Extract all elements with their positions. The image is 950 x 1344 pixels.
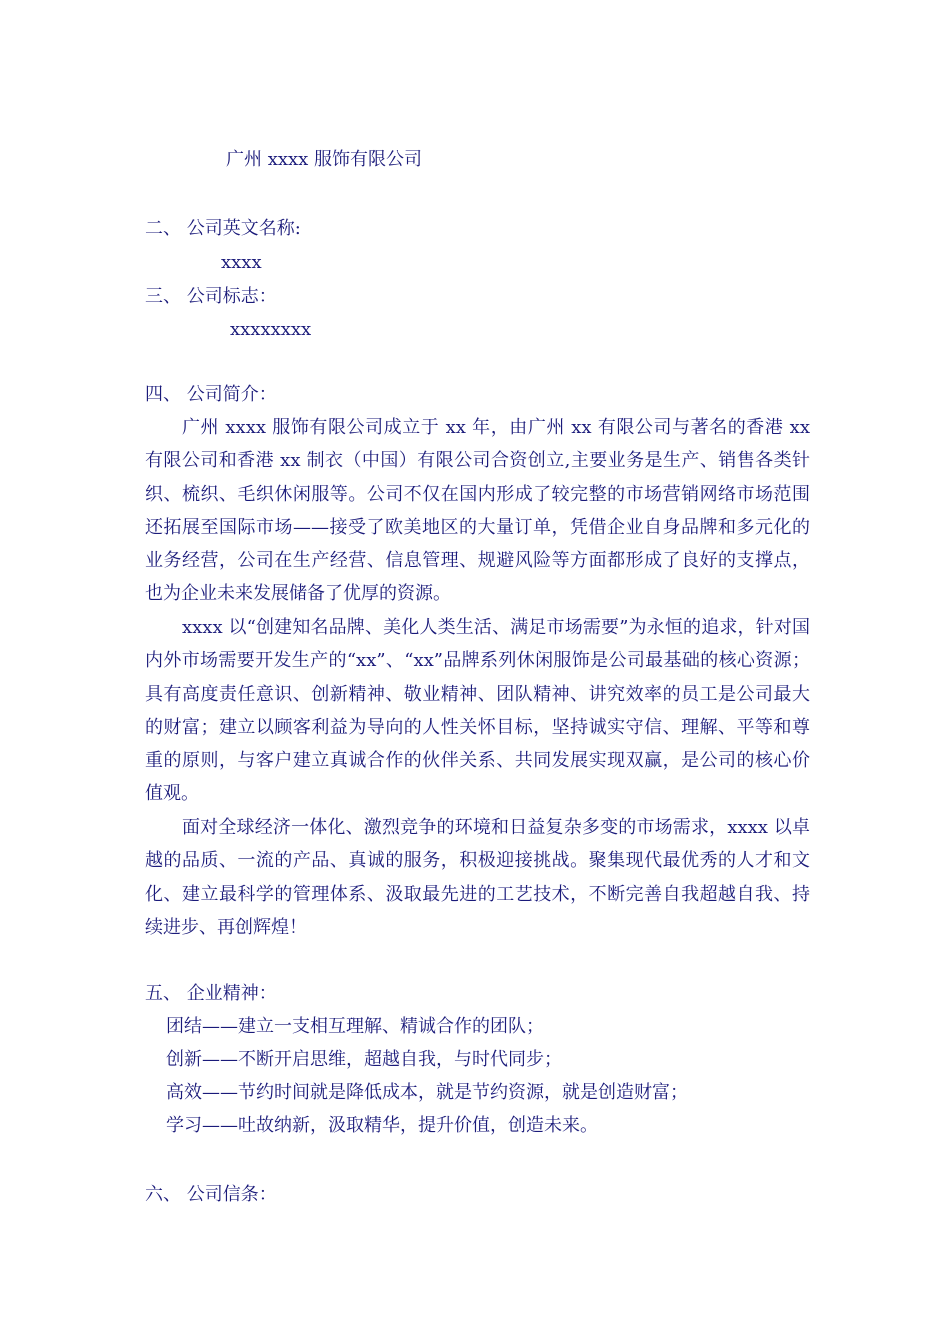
section-intro-heading: 四、 公司简介： — [145, 384, 277, 405]
intro-paragraph — [145, 611, 810, 811]
spirit-item: 高效——节约时间就是降低成本，就是节约资源，就是创造财富； — [166, 1082, 688, 1103]
section-logo-heading: 三、 公司标志： — [145, 286, 277, 307]
spirit-item: 团结——建立一支相互理解、精诚合作的团队； — [166, 1016, 544, 1037]
intro-paragraph — [145, 811, 810, 944]
intro-paragraph-text: 广州 xxxx 服饰有限公司成立于 xx 年，由广州 xx 有限公司与著名的香港 xx 有限公司和香港 xx 制衣（中国）有限公司合资创立,主要业务是生产、销售各类针织、梳织、毛织休闲服等。公司不仅在国内形成了较完整的市场营销网络市场范围还拓展至国际市场——接受了欧美地区的大量订单，凭借企业自身品牌和多元化的业务经营，公司在生产经营、信息管理、规避风险等方面都形成了良好的支撑点，也为企业未来发展储备了优厚的资源。 — [145, 417, 810, 605]
intro-paragraph-text: xxxx 以“创建知名品牌、美化人类生活、满足市场需要”为永恒的追求，针对国内外市场需要开发生产的“xx”、“xx”品牌系列休闲服饰是公司最基础的核心资源；具有高度责任意识、创新精神、敬业精神、团队精神、讲究效率的员工是公司最大的财富；建立以顾客利益为导向的人性关怀目标，坚持诚实守信、理解、平等和尊重的原则，与客户建立真诚合作的伙伴关系、共同发展实现双赢，是公司的核心价值观。 — [145, 617, 810, 805]
company-name: 广州 xxxx 服饰有限公司 — [226, 149, 423, 170]
section-spirit-heading: 五、 企业精神： — [145, 983, 277, 1004]
logo-value: xxxxxxxx — [230, 319, 312, 340]
spirit-item: 学习——吐故纳新，汲取精华，提升价值，创造未来。 — [166, 1115, 598, 1136]
intro-paragraph-text: 面对全球经济一体化、激烈竞争的环境和日益复杂多变的市场需求，xxxx 以卓越的品质、一流的产品、真诚的服务，积极迎接挑战。聚集现代最优秀的人才和文化、建立最科学的管理体系、汲取最先进的工艺技术，不断完善自我超越自我、持续进步、再创辉煌！ — [145, 817, 810, 938]
section-creed-heading: 六、 公司信条： — [145, 1184, 277, 1205]
section-english-name-heading: 二、 公司英文名称: — [145, 218, 301, 239]
english-name-value: xxxx — [221, 252, 262, 273]
intro-paragraph — [145, 411, 810, 611]
spirit-item: 创新——不断开启思维，超越自我，与时代同步； — [166, 1049, 562, 1070]
